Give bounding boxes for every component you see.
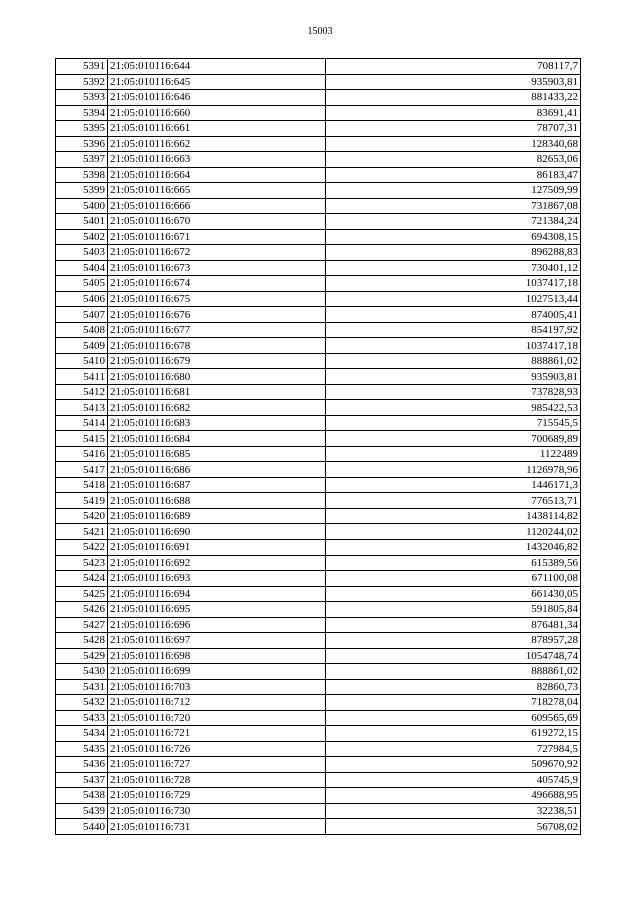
table-row [56,369,581,385]
table-row [56,229,581,245]
table-row [56,819,581,835]
value-cell: 888861,02 [326,353,581,369]
table-row [56,695,581,711]
table-row [56,617,581,633]
value-cell: 1432046,82 [326,539,581,555]
cadastral-number-cell: 21:05:010116:712 [108,695,326,711]
value-cell: 727984,5 [326,741,581,757]
table-row [56,105,581,121]
row-number-cell: 5429 [56,648,108,664]
cadastral-number-cell: 21:05:010116:662 [108,136,326,152]
table-row [56,198,581,214]
row-number-cell: 5397 [56,152,108,168]
cadastral-number-cell: 21:05:010116:689 [108,508,326,524]
value-cell: 128340,68 [326,136,581,152]
cadastral-number-cell: 21:05:010116:721 [108,726,326,742]
table-row [56,167,581,183]
table-row [56,276,581,292]
cadastral-number-cell: 21:05:010116:729 [108,788,326,804]
row-number-cell: 5424 [56,571,108,587]
value-cell: 874005,41 [326,307,581,323]
row-number-cell: 5410 [56,353,108,369]
data-table [55,58,581,835]
cadastral-number-cell: 21:05:010116:726 [108,741,326,757]
cadastral-number-cell: 21:05:010116:676 [108,307,326,323]
row-number-cell: 5404 [56,260,108,276]
value-cell: 615389,56 [326,555,581,571]
value-cell: 1054748,74 [326,648,581,664]
table-row [56,508,581,524]
cadastral-number-cell: 21:05:010116:731 [108,819,326,835]
row-number-cell: 5415 [56,431,108,447]
value-cell: 405745,9 [326,772,581,788]
table-row [56,571,581,587]
row-number-cell: 5405 [56,276,108,292]
row-number-cell: 5401 [56,214,108,230]
table-row [56,710,581,726]
value-cell: 1027513,44 [326,291,581,307]
cadastral-number-cell: 21:05:010116:687 [108,477,326,493]
cadastral-number-cell: 21:05:010116:672 [108,245,326,261]
cadastral-number-cell: 21:05:010116:691 [108,539,326,555]
row-number-cell: 5430 [56,664,108,680]
cadastral-number-cell: 21:05:010116:646 [108,90,326,106]
table-row [56,602,581,618]
value-cell: 86183,47 [326,167,581,183]
value-cell: 881433,22 [326,90,581,106]
cadastral-number-cell: 21:05:010116:728 [108,772,326,788]
cadastral-number-cell: 21:05:010116:692 [108,555,326,571]
value-cell: 721384,24 [326,214,581,230]
row-number-cell: 5440 [56,819,108,835]
row-number-cell: 5434 [56,726,108,742]
table-row [56,648,581,664]
row-number-cell: 5437 [56,772,108,788]
row-number-cell: 5399 [56,183,108,199]
cadastral-number-cell: 21:05:010116:677 [108,322,326,338]
row-number-cell: 5422 [56,539,108,555]
table-row [56,664,581,680]
value-cell: 127509,99 [326,183,581,199]
cadastral-number-cell: 21:05:010116:665 [108,183,326,199]
table-row [56,633,581,649]
value-cell: 509670,92 [326,757,581,773]
row-number-cell: 5421 [56,524,108,540]
value-cell: 731867,08 [326,198,581,214]
table-row [56,446,581,462]
cadastral-number-cell: 21:05:010116:661 [108,121,326,137]
row-number-cell: 5406 [56,291,108,307]
table-row [56,524,581,540]
value-cell: 619272,15 [326,726,581,742]
row-number-cell: 5393 [56,90,108,106]
row-number-cell: 5400 [56,198,108,214]
table-row [56,431,581,447]
cadastral-number-cell: 21:05:010116:670 [108,214,326,230]
value-cell: 876481,34 [326,617,581,633]
cadastral-number-cell: 21:05:010116:694 [108,586,326,602]
table-row [56,322,581,338]
cadastral-number-cell: 21:05:010116:674 [108,276,326,292]
row-number-cell: 5391 [56,59,108,75]
row-number-cell: 5435 [56,741,108,757]
table-row [56,307,581,323]
value-cell: 985422,53 [326,400,581,416]
table-row [56,772,581,788]
row-number-cell: 5436 [56,757,108,773]
page-number: 15003 [307,26,333,37]
table-row [56,74,581,90]
row-number-cell: 5423 [56,555,108,571]
value-cell: 708117,7 [326,59,581,75]
value-cell: 661430,05 [326,586,581,602]
table-row [56,59,581,75]
value-cell: 935903,81 [326,369,581,385]
cadastral-number-cell: 21:05:010116:680 [108,369,326,385]
table-row [56,555,581,571]
value-cell: 737828,93 [326,384,581,400]
row-number-cell: 5403 [56,245,108,261]
table-row [56,183,581,199]
value-cell: 32238,51 [326,803,581,819]
row-number-cell: 5418 [56,477,108,493]
cadastral-number-cell: 21:05:010116:683 [108,415,326,431]
table-row [56,384,581,400]
cadastral-number-cell: 21:05:010116:645 [108,74,326,90]
row-number-cell: 5392 [56,74,108,90]
value-cell: 730401,12 [326,260,581,276]
cadastral-number-cell: 21:05:010116:678 [108,338,326,354]
value-cell: 1126978,96 [326,462,581,478]
cadastral-number-cell: 21:05:010116:690 [108,524,326,540]
table-row [56,493,581,509]
value-cell: 1438114,82 [326,508,581,524]
table-row [56,788,581,804]
data-table-body [56,59,581,835]
cadastral-number-cell: 21:05:010116:686 [108,462,326,478]
table-row [56,152,581,168]
value-cell: 776513,71 [326,493,581,509]
table-row [56,477,581,493]
cadastral-number-cell: 21:05:010116:688 [108,493,326,509]
value-cell: 715545,5 [326,415,581,431]
table-row [56,136,581,152]
row-number-cell: 5407 [56,307,108,323]
cadastral-number-cell: 21:05:010116:730 [108,803,326,819]
cadastral-number-cell: 21:05:010116:697 [108,633,326,649]
value-cell: 1037417,18 [326,338,581,354]
table-row [56,462,581,478]
value-cell: 591805,84 [326,602,581,618]
row-number-cell: 5411 [56,369,108,385]
value-cell: 935903,81 [326,74,581,90]
table-row [56,539,581,555]
table-row [56,291,581,307]
table-row [56,757,581,773]
row-number-cell: 5420 [56,508,108,524]
cadastral-number-cell: 21:05:010116:695 [108,602,326,618]
row-number-cell: 5414 [56,415,108,431]
cadastral-number-cell: 21:05:010116:699 [108,664,326,680]
cadastral-number-cell: 21:05:010116:666 [108,198,326,214]
table-row [56,415,581,431]
cadastral-number-cell: 21:05:010116:693 [108,571,326,587]
cadastral-number-cell: 21:05:010116:720 [108,710,326,726]
row-number-cell: 5433 [56,710,108,726]
value-cell: 82653,06 [326,152,581,168]
row-number-cell: 5428 [56,633,108,649]
value-cell: 854197,92 [326,322,581,338]
row-number-cell: 5413 [56,400,108,416]
cadastral-number-cell: 21:05:010116:682 [108,400,326,416]
row-number-cell: 5426 [56,602,108,618]
cadastral-number-cell: 21:05:010116:684 [108,431,326,447]
value-cell: 82860,73 [326,679,581,695]
row-number-cell: 5402 [56,229,108,245]
value-cell: 1122489 [326,446,581,462]
value-cell: 1037417,18 [326,276,581,292]
row-number-cell: 5396 [56,136,108,152]
table-row [56,586,581,602]
value-cell: 496688,95 [326,788,581,804]
value-cell: 1446171,3 [326,477,581,493]
value-cell: 896288,83 [326,245,581,261]
table-row [56,245,581,261]
table-row [56,400,581,416]
value-cell: 700689,89 [326,431,581,447]
value-cell: 83691,41 [326,105,581,121]
row-number-cell: 5432 [56,695,108,711]
cadastral-number-cell: 21:05:010116:696 [108,617,326,633]
row-number-cell: 5439 [56,803,108,819]
row-number-cell: 5417 [56,462,108,478]
cadastral-number-cell: 21:05:010116:681 [108,384,326,400]
table-row [56,121,581,137]
value-cell: 671100,08 [326,571,581,587]
row-number-cell: 5408 [56,322,108,338]
value-cell: 878957,28 [326,633,581,649]
row-number-cell: 5394 [56,105,108,121]
row-number-cell: 5412 [56,384,108,400]
row-number-cell: 5425 [56,586,108,602]
cadastral-number-cell: 21:05:010116:663 [108,152,326,168]
row-number-cell: 5416 [56,446,108,462]
value-cell: 609565,69 [326,710,581,726]
cadastral-number-cell: 21:05:010116:671 [108,229,326,245]
row-number-cell: 5431 [56,679,108,695]
table-row [56,353,581,369]
value-cell: 888861,02 [326,664,581,680]
table-row [56,679,581,695]
value-cell: 1120244,02 [326,524,581,540]
table-row [56,741,581,757]
cadastral-number-cell: 21:05:010116:664 [108,167,326,183]
cadastral-number-cell: 21:05:010116:685 [108,446,326,462]
value-cell: 78707,31 [326,121,581,137]
cadastral-number-cell: 21:05:010116:644 [108,59,326,75]
row-number-cell: 5438 [56,788,108,804]
row-number-cell: 5395 [56,121,108,137]
row-number-cell: 5419 [56,493,108,509]
cadastral-number-cell: 21:05:010116:727 [108,757,326,773]
row-number-cell: 5398 [56,167,108,183]
cadastral-number-cell: 21:05:010116:679 [108,353,326,369]
table-row [56,260,581,276]
value-cell: 694308,15 [326,229,581,245]
value-cell: 56708,02 [326,819,581,835]
row-number-cell: 5409 [56,338,108,354]
table-row [56,214,581,230]
table-row [56,90,581,106]
value-cell: 718278,04 [326,695,581,711]
table-row [56,338,581,354]
cadastral-number-cell: 21:05:010116:703 [108,679,326,695]
cadastral-number-cell: 21:05:010116:660 [108,105,326,121]
table-row [56,803,581,819]
table-row [56,726,581,742]
row-number-cell: 5427 [56,617,108,633]
cadastral-number-cell: 21:05:010116:673 [108,260,326,276]
cadastral-number-cell: 21:05:010116:698 [108,648,326,664]
cadastral-number-cell: 21:05:010116:675 [108,291,326,307]
